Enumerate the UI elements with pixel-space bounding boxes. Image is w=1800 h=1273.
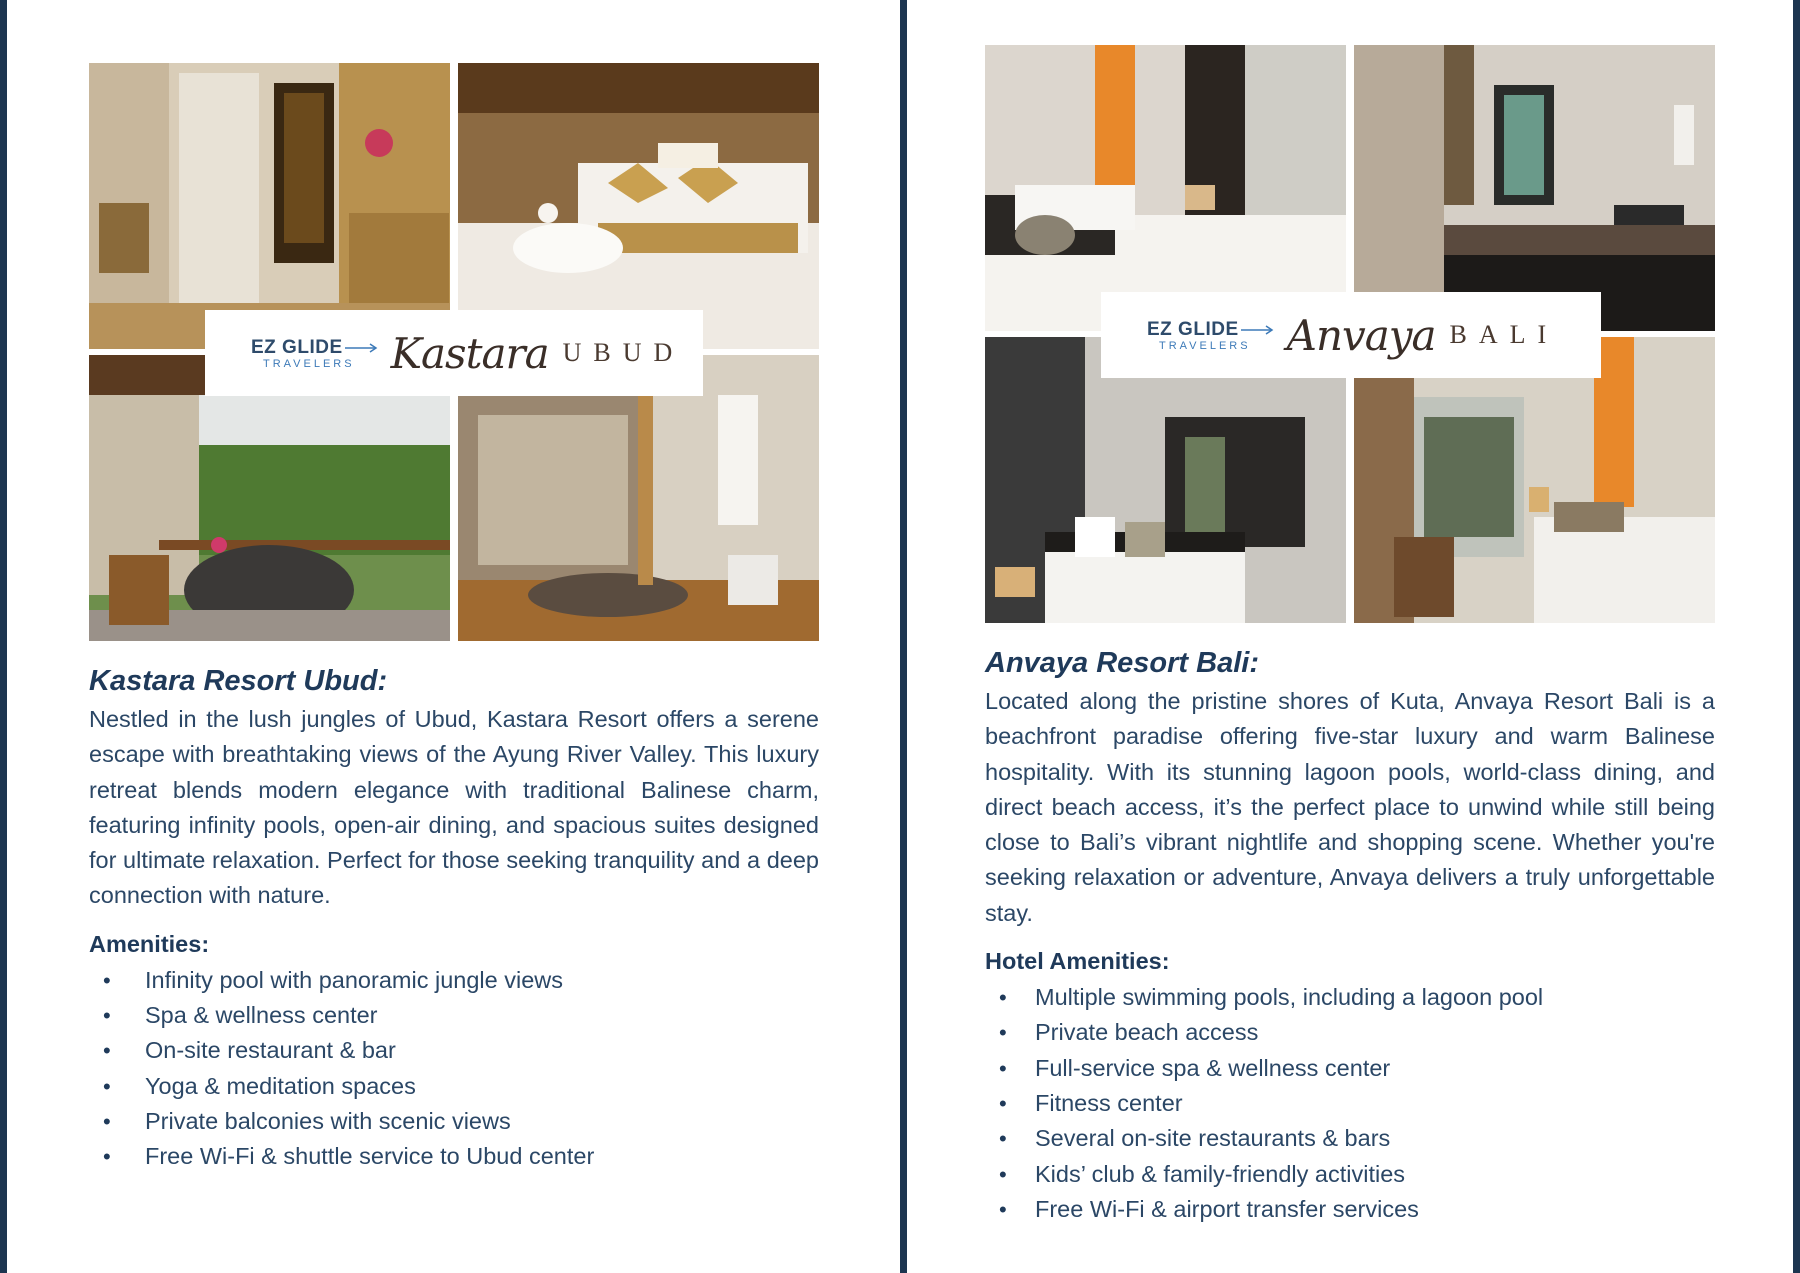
list-item: • Several on-site restaurants & bars xyxy=(985,1121,1715,1156)
anvaya-amenities-title: Hotel Amenities: xyxy=(985,948,1170,975)
kastara-script-logo: Kastara xyxy=(390,328,549,378)
kastara-title: Kastara Resort Ubud: xyxy=(89,665,388,697)
ez-glide-wordmark: EZ GLIDE xyxy=(1147,318,1239,340)
bathroom-robe-photo xyxy=(89,63,450,349)
list-item: • Private beach access xyxy=(985,1015,1715,1050)
bedroom-orange-panel-photo xyxy=(985,45,1346,331)
anvaya-panel xyxy=(985,45,1715,1227)
kastara-panel xyxy=(89,63,819,1175)
list-item: • Free Wi-Fi & shuttle service to Ubud center xyxy=(89,1139,819,1174)
anvaya-description: Located along the pristine shores of Kuta, Anvaya Resort Bali is a beachfront paradise offering five-star luxury and warm Balinese hospitality. With its stunning lagoon pools, world-class dining, and direct beach access, it’s the perfect place to unwind while still being close to Bali’s vibrant nightlife and shopping scene. Whether you're seeking relaxation or adventure, Anvaya delivers a truly unforgettable stay. xyxy=(985,688,1715,926)
page-border-left xyxy=(0,0,7,1273)
list-item: • On-site restaurant & bar xyxy=(89,1033,819,1068)
anvaya-amenities-list xyxy=(985,980,1715,1227)
kastara-caps-logo: UBUD xyxy=(562,338,685,367)
page-divider xyxy=(900,0,907,1273)
ez-glide-tagline: TRAVELERS xyxy=(1159,339,1251,352)
page-border-right xyxy=(1793,0,1800,1273)
kastara-amenities-title: Amenities: xyxy=(89,930,210,957)
ez-glide-logo xyxy=(1147,319,1275,352)
ez-glide-logo xyxy=(251,337,379,370)
anvaya-script-logo: Anvaya xyxy=(1286,310,1436,360)
ez-glide-wordmark: EZ GLIDE xyxy=(251,336,343,358)
dark-suite-bedroom-photo xyxy=(985,337,1346,623)
arrow-icon xyxy=(345,343,379,353)
vanity-bathroom-photo xyxy=(1354,45,1715,331)
kastara-description: Nestled in the lush jungles of Ubud, Kastara Resort offers a serene escape with breathtaking views of the Ayung River Valley. This luxury retreat blends modern elegance with traditional Balinese charm, featuring infinity pools, open-air dining, and spacious suites designed for ultimate relaxation. Perfect for those seeking tranquility and a deep connection with nature. xyxy=(89,706,819,909)
list-item: • Fitness center xyxy=(985,1086,1715,1121)
list-item: • Free Wi-Fi & airport transfer services xyxy=(985,1192,1715,1227)
list-item: • Multiple swimming pools, including a lagoon pool xyxy=(985,980,1715,1015)
bedroom-balcony-view-photo xyxy=(1354,337,1715,623)
kastara-photo-collage xyxy=(89,63,819,641)
anvaya-caps-logo: BALI xyxy=(1449,320,1559,349)
list-item: • Yoga & meditation spaces xyxy=(89,1069,819,1104)
arrow-icon xyxy=(1241,325,1275,335)
list-item: • Full-service spa & wellness center xyxy=(985,1051,1715,1086)
stone-sink-bathroom-photo xyxy=(458,355,819,641)
kastara-amenities-list xyxy=(89,963,819,1175)
kastara-logo-banner xyxy=(205,310,703,396)
list-item: • Private balconies with scenic views xyxy=(89,1104,819,1139)
anvaya-title: Anvaya Resort Bali: xyxy=(985,647,1259,679)
ez-glide-tagline: TRAVELERS xyxy=(263,357,355,370)
balcony-jungle-tub-photo xyxy=(89,355,450,641)
list-item: • Infinity pool with panoramic jungle views xyxy=(89,963,819,998)
list-item: • Kids’ club & family-friendly activities xyxy=(985,1157,1715,1192)
list-item: • Spa & wellness center xyxy=(89,998,819,1033)
anvaya-photo-collage xyxy=(985,45,1715,623)
bedroom-towel-swan-photo xyxy=(458,63,819,349)
anvaya-logo-banner xyxy=(1101,292,1601,378)
